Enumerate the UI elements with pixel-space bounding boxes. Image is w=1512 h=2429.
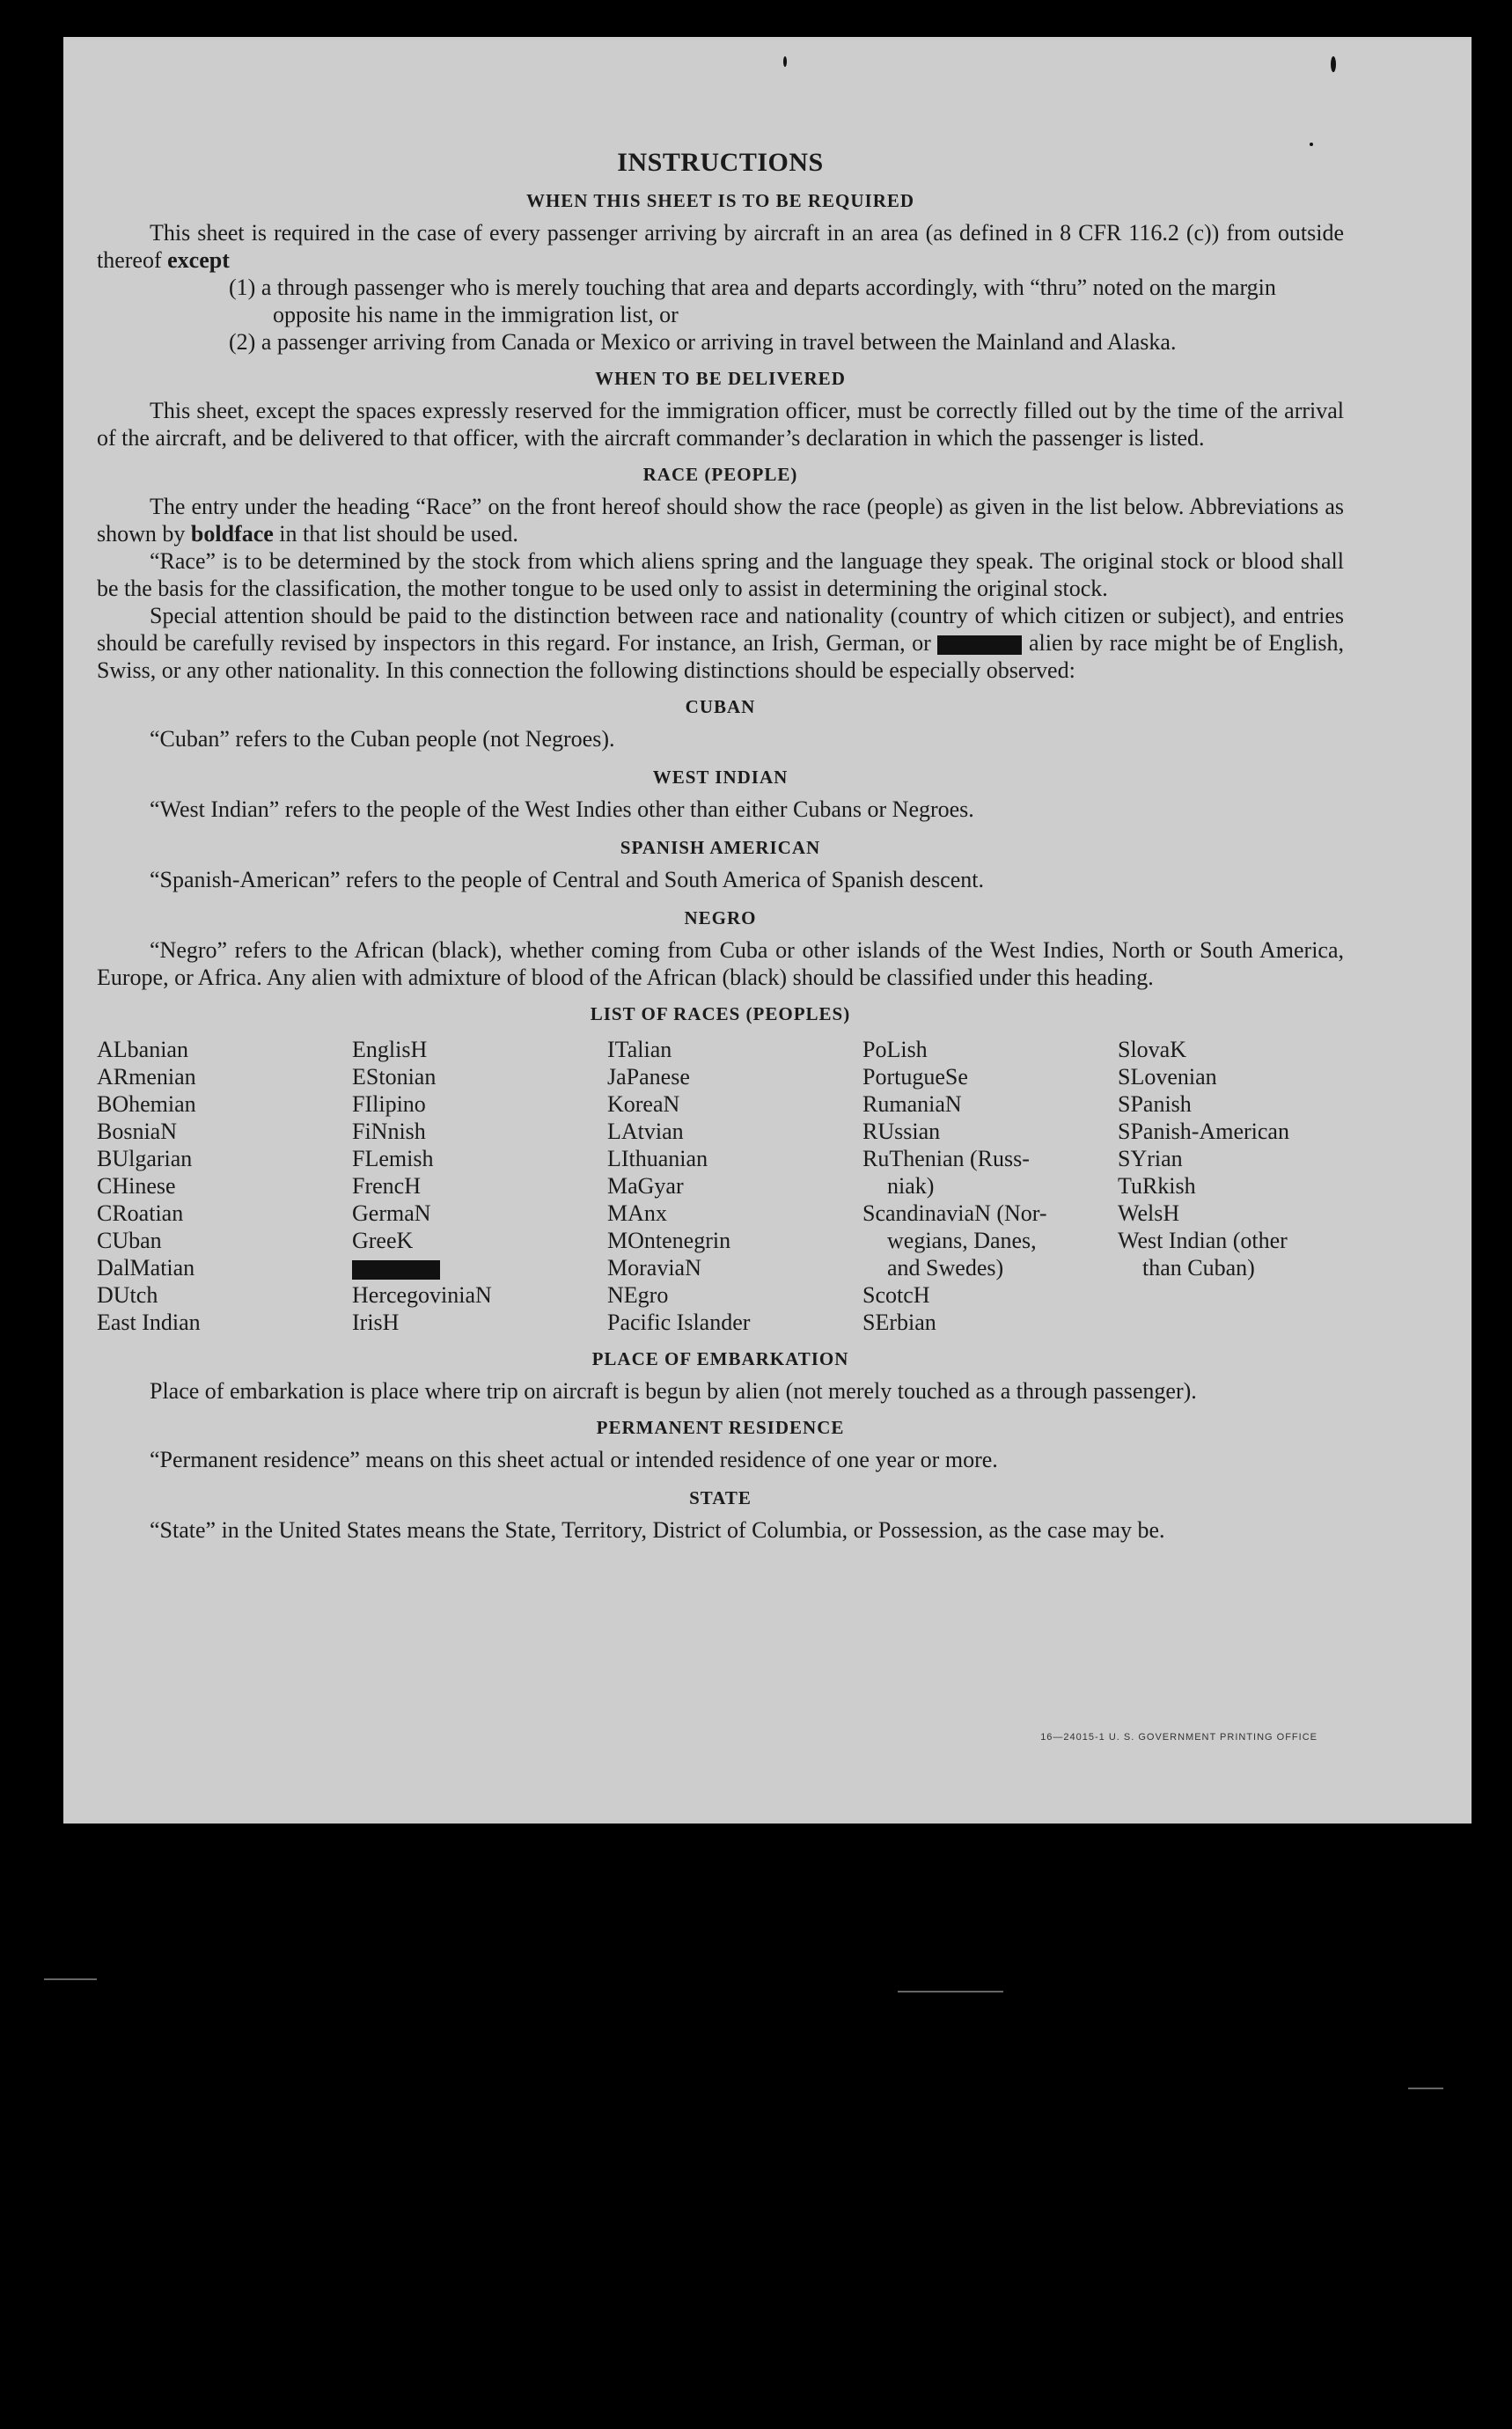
heading-delivered: WHEN TO BE DELIVERED [595,368,846,389]
instruction-sheet [63,37,1472,1824]
race-entry: ITalian [607,1037,672,1062]
race-entry: FIlipino [352,1091,426,1117]
required-intro-text: This sheet is required in the case of every passenger arriving by aircraft in an area (as defined in 8 CFR 116.2 (c)) from outside thereof [97,220,1344,273]
race-entry: HercegoviniaN [352,1282,492,1308]
race-entry: MoraviaN [607,1255,701,1281]
race-entry: KoreaN [607,1091,680,1117]
races-column-2 [352,1036,607,1336]
race-entry: SErbian [862,1310,936,1335]
heading-embarkation: PLACE OF EMBARKATION [591,1348,849,1369]
race-entry: BOhemian [97,1091,196,1117]
cuban-text: “Cuban” refers to the Cuban people (not Negroes). [150,726,615,752]
race-entry: DalMatian [97,1255,195,1281]
state-text: “State” in the United States means the State, Territory, District of Columbia, or Possession, as the case may be. [150,1517,1165,1543]
print-office-code: 16—24015-1 U. S. GOVERNMENT PRINTING OFFICE [1040,1732,1317,1743]
race-entry: SYrian [1118,1146,1183,1171]
race-entry: ScotcH [862,1282,930,1308]
race-entry-redacted [352,1254,607,1281]
race-entry: BosniaN [97,1119,177,1144]
race-para-3 [97,602,1344,684]
race-entry: West Indian (other [1118,1228,1288,1253]
race-entry: WelsH [1118,1200,1180,1226]
race-entry: SLovenian [1118,1064,1217,1090]
races-column-4 [862,1036,1118,1336]
required-intro-bold: except [167,247,230,273]
races-column-5 [1118,1036,1347,1336]
required-intro [97,219,1344,274]
scan-mark [898,1991,1003,1992]
races-list [97,1036,1344,1336]
race-entry: CUban [97,1228,162,1253]
race-entry: Pacific Islander [607,1310,751,1335]
scan-speck [783,56,787,67]
redaction-mark [352,1260,440,1280]
race-entry: FrencH [352,1173,421,1199]
heading-races-list: LIST OF RACES (PEOPLES) [590,1003,851,1024]
race-entry: PortugueSe [862,1064,968,1090]
race-entry: IrisH [352,1310,400,1335]
race-entry: LAtvian [607,1119,684,1144]
race-entry: SlovaK [1118,1037,1186,1062]
heading-west-indian: WEST INDIAN [652,767,789,788]
race-entry: PoLish [862,1037,928,1062]
race-entry: CRoatian [97,1200,184,1226]
race-entry: EnglisH [352,1037,428,1062]
race-entry: JaPanese [607,1064,690,1090]
race-para-3-b: alien by race might be of English, Swiss, or any other nationality. In this connection the following distinctions should be especially observed: [97,630,1345,683]
spanish-american-text: “Spanish-American” refers to the people of Central and South America of Spanish descent. [150,867,984,892]
race-entry: NEgro [607,1282,669,1308]
race-entry: MAnx [607,1200,667,1226]
race-entry: GermaN [352,1200,431,1226]
race-entry: BUlgarian [97,1146,193,1171]
race-entry: ARmenian [97,1064,196,1090]
heading-negro: NEGRO [684,907,757,928]
heading-cuban: CUBAN [685,696,756,717]
race-entry: GreeK [352,1228,414,1253]
race-entry: MaGyar [607,1173,684,1199]
race-entry: MOntenegrin [607,1228,731,1253]
embarkation-text: Place of embarkation is place where trip on aircraft is begun by alien (not merely touched as a through passenger). [150,1378,1197,1404]
race-entry: RuThenian (Russ- [862,1146,1030,1171]
race-entry: ScandinaviaN (Nor- [862,1200,1047,1226]
scan-mark [44,1978,97,1980]
race-entry: RumaniaN [862,1091,962,1117]
race-entry: SPanish-American [1118,1119,1289,1144]
race-entry: East Indian [97,1310,201,1335]
race-entry: than Cuban) [1142,1255,1255,1281]
heading-state: STATE [689,1487,752,1508]
race-entry: SPanish [1118,1091,1192,1117]
race-entry: EStonian [352,1064,437,1090]
race-entry: LIthuanian [607,1146,708,1171]
races-column-3 [607,1036,862,1336]
race-para-1-bold: boldface [190,521,274,547]
heading-required: WHEN THIS SHEET IS TO BE REQUIRED [525,190,915,211]
race-para-1-b: in that list should be used. [279,521,518,547]
race-para-2: “Race” is to be determined by the stock from which aliens spring and the language they speak. The original stock or blood shall be the basis for the classification, the mother tongue to be used only to assist in determining the original stock. [97,548,1344,601]
redaction-mark [937,635,1022,655]
races-column-1 [97,1036,352,1336]
race-entry: niak) [887,1173,935,1199]
race-entry: FLemish [352,1146,434,1171]
heading-race: RACE (PEOPLE) [642,464,798,485]
heading-residence: PERMANENT RESIDENCE [596,1417,845,1438]
race-para-3-a: Special attention should be paid to the distinction between race and nationality (country of which citizen or subject), and entries should be carefully revised by inspectors in this regard. For instance, an Irish, German, or [97,603,1344,656]
residence-text: “Permanent residence” means on this sheet actual or intended residence of one year or more. [150,1447,998,1472]
scan-mark [1408,2088,1443,2089]
heading-spanish-american: SPANISH AMERICAN [620,837,821,858]
scan-speck [1331,56,1336,72]
race-para-1-a: The entry under the heading “Race” on the front hereof should show the race (people) as given in the list below. Abbreviations as shown by [97,494,1344,547]
race-entry: wegians, Danes, [887,1228,1037,1253]
race-entry: FiNnish [352,1119,426,1144]
required-item-1: (1) a through passenger who is merely touching that area and departs accordingly, with “thru” noted on the margin opposite his name in the immigration list, or [229,275,1276,327]
page-title: INSTRUCTIONS [617,148,824,177]
race-entry: and Swedes) [887,1255,1004,1281]
race-entry: ALbanian [97,1037,188,1062]
race-entry: TuRkish [1118,1173,1196,1199]
scan-speck [1310,143,1313,146]
race-entry: RUssian [862,1119,941,1144]
delivered-text: This sheet, except the spaces expressly reserved for the immigration officer, must be correctly filled out by the time of the arrival of the aircraft, and be delivered to that officer, with the aircraft commander’s declaration in which the passenger is listed. [97,398,1344,451]
west-indian-text: “West Indian” refers to the people of the West Indies other than either Cubans or Negroes. [150,796,974,822]
race-para-1 [97,493,1344,547]
required-item-2: (2) a passenger arriving from Canada or Mexico or arriving in travel between the Mainland and Alaska. [229,329,1177,355]
negro-text: “Negro” refers to the African (black), whether coming from Cuba or other islands of the West Indies, North or South America, Europe, or Africa. Any alien with admixture of blood of the African (black) should be classified under this heading. [97,937,1344,990]
race-entry: DUtch [97,1282,158,1308]
race-entry: CHinese [97,1173,176,1199]
